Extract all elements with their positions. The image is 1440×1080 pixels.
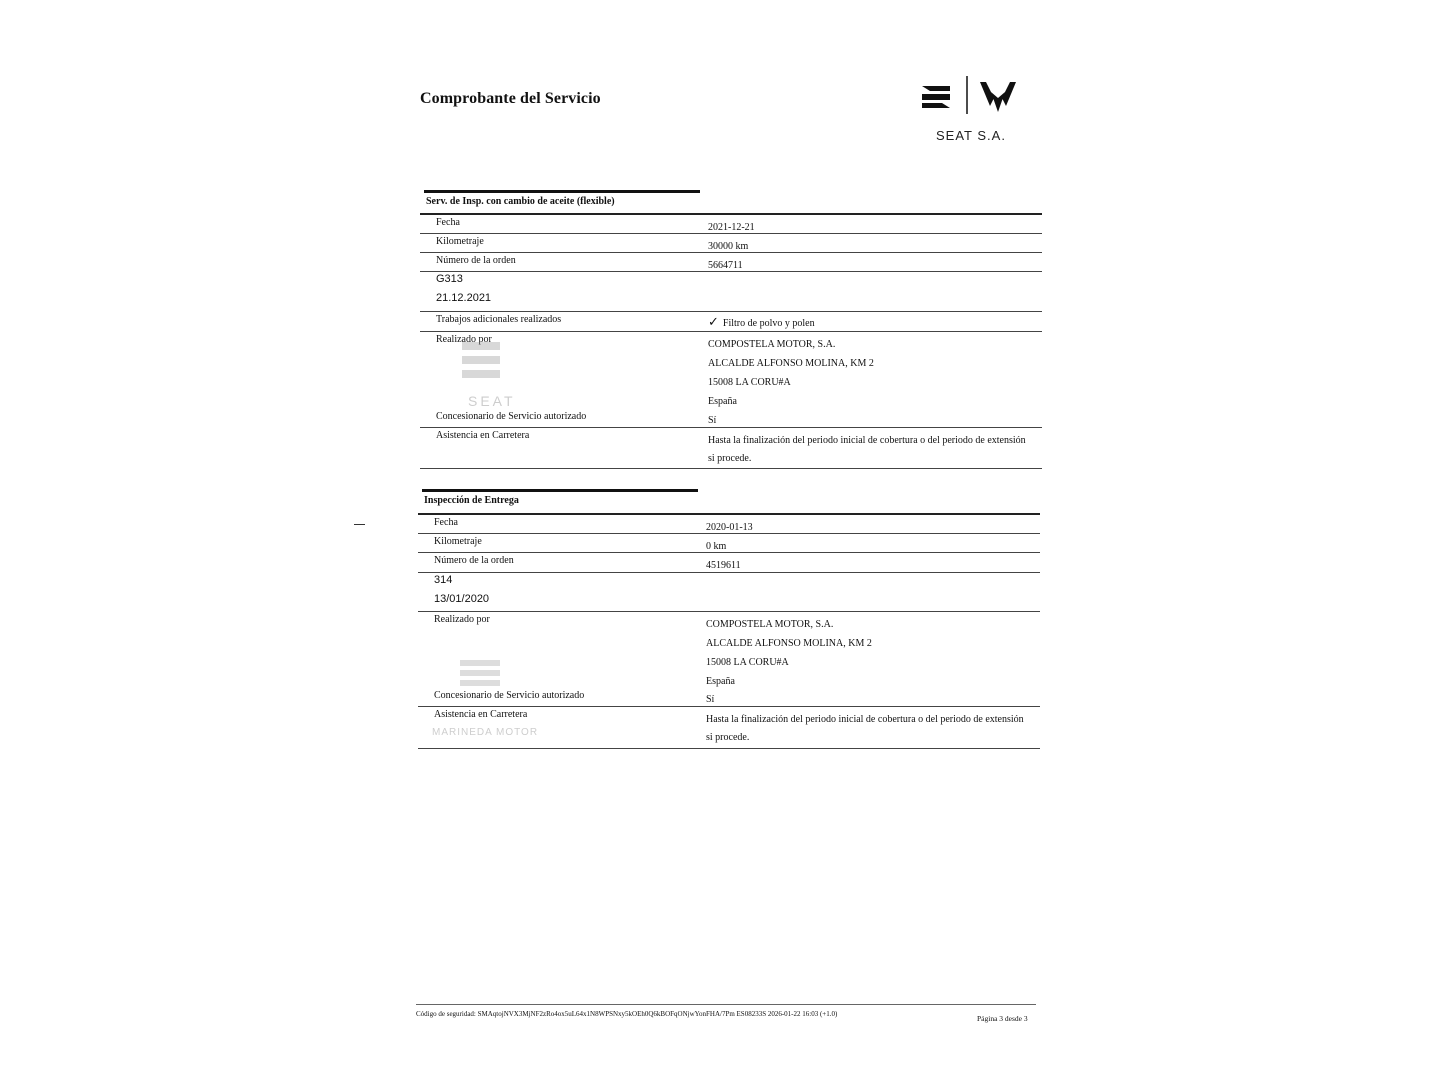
asistencia-value: Hasta la finalización del periodo inicial de cobertura o del periodo de extensión xyxy=(708,435,1026,446)
table-bottom-line xyxy=(420,468,1042,469)
realizado-label: Realizado por xyxy=(434,614,490,625)
orden-value: 4519611 xyxy=(706,560,741,571)
security-code: Código de seguridad: SMAqtojNVX3MjNF2zRo4ox5uL64x1N8WPSNxy5kOEh0Q6kBOFqONjwYonFHA/7Pm ES08233S 2026-01-22 16:03 (+1.0) xyxy=(416,1010,838,1018)
delivery-section xyxy=(420,489,1042,751)
concesionario-label: Concesionario de Servicio autorizado xyxy=(434,690,585,701)
fecha-label: Fecha xyxy=(436,217,460,228)
address-line: España xyxy=(708,396,737,407)
address-line: España xyxy=(706,676,735,687)
stamp-text: SEAT xyxy=(468,393,516,409)
document-title: Comprobante del Servicio xyxy=(420,90,601,107)
table-row xyxy=(418,572,1040,611)
dealer-stamp xyxy=(458,338,518,408)
delivery-code: 314 xyxy=(434,574,453,586)
dealer-stamp-text: MARINEDA MOTOR xyxy=(432,727,539,738)
table-row xyxy=(420,311,1042,331)
checkmark-icon: ✓ xyxy=(708,314,719,329)
service-date-alt: 21.12.2021 xyxy=(436,292,492,304)
table-row xyxy=(420,252,1042,271)
cupra-logo-icon xyxy=(980,82,1016,112)
page-number: Página 3 desde 3 xyxy=(977,1014,1028,1023)
realizado-label: Realizado por xyxy=(436,334,492,345)
address-line: 15008 LA CORU#A xyxy=(706,657,789,668)
table-row xyxy=(420,233,1042,252)
km-label: Kilometraje xyxy=(434,536,482,547)
asistencia-value: Hasta la finalización del periodo inicial de cobertura o del periodo de extensión xyxy=(706,714,1024,725)
service-section xyxy=(420,190,1042,470)
table-bottom-line xyxy=(418,748,1040,749)
table-row xyxy=(418,611,1040,706)
brand-name: SEAT S.A. xyxy=(936,128,1006,143)
extra-work-value xyxy=(708,312,815,333)
address-line: 15008 LA CORU#A xyxy=(708,377,791,388)
address-line: COMPOSTELA MOTOR, S.A. xyxy=(706,619,834,630)
margin-mark xyxy=(354,524,365,525)
seat-cupra-logo-icon xyxy=(918,76,1018,118)
table-row xyxy=(418,706,1040,748)
address-line: ALCALDE ALFONSO MOLINA, KM 2 xyxy=(708,358,874,369)
seat-logo-icon xyxy=(922,86,950,108)
orden-label: Número de la orden xyxy=(434,555,514,566)
km-value: 0 km xyxy=(706,541,727,552)
section-title: Inspección de Entrega xyxy=(424,495,519,506)
table-row xyxy=(418,552,1040,572)
seat-logo-icon xyxy=(458,338,518,388)
fecha-value: 2021-12-21 xyxy=(708,222,755,233)
extra-work-text: Filtro de polvo y polen xyxy=(722,318,815,329)
dealer-stamp xyxy=(458,658,508,688)
section-bar xyxy=(424,190,700,193)
address-line: ALCALDE ALFONSO MOLINA, KM 2 xyxy=(706,638,872,649)
seat-logo-icon xyxy=(458,658,508,688)
table-row xyxy=(420,271,1042,311)
asistencia-label: Asistencia en Carretera xyxy=(436,430,530,441)
orden-value: 5664711 xyxy=(708,260,743,271)
concesionario-label: Concesionario de Servicio autorizado xyxy=(436,411,587,422)
table-row xyxy=(418,513,1040,533)
address-line: COMPOSTELA MOTOR, S.A. xyxy=(708,339,836,350)
extra-work-label: Trabajos adicionales realizados xyxy=(436,314,562,325)
section-bar xyxy=(422,489,698,492)
delivery-date-alt: 13/01/2020 xyxy=(434,593,490,605)
table-row xyxy=(420,213,1042,233)
asistencia-value: si procede. xyxy=(706,732,750,743)
orden-label: Número de la orden xyxy=(436,255,516,266)
concesionario-value: Sí xyxy=(708,415,717,426)
section-title: Serv. de Insp. con cambio de aceite (flexible) xyxy=(426,196,615,207)
table-row xyxy=(420,331,1042,427)
asistencia-label: Asistencia en Carretera xyxy=(434,709,528,720)
footer-divider xyxy=(416,1004,1036,1005)
table-row xyxy=(420,427,1042,468)
table-row xyxy=(418,533,1040,552)
service-code: G313 xyxy=(436,273,463,285)
concesionario-value: Sí xyxy=(706,694,715,705)
km-label: Kilometraje xyxy=(436,236,484,247)
asistencia-value: si procede. xyxy=(708,453,752,464)
km-value: 30000 km xyxy=(708,241,749,252)
fecha-value: 2020-01-13 xyxy=(706,522,753,533)
fecha-label: Fecha xyxy=(434,517,458,528)
